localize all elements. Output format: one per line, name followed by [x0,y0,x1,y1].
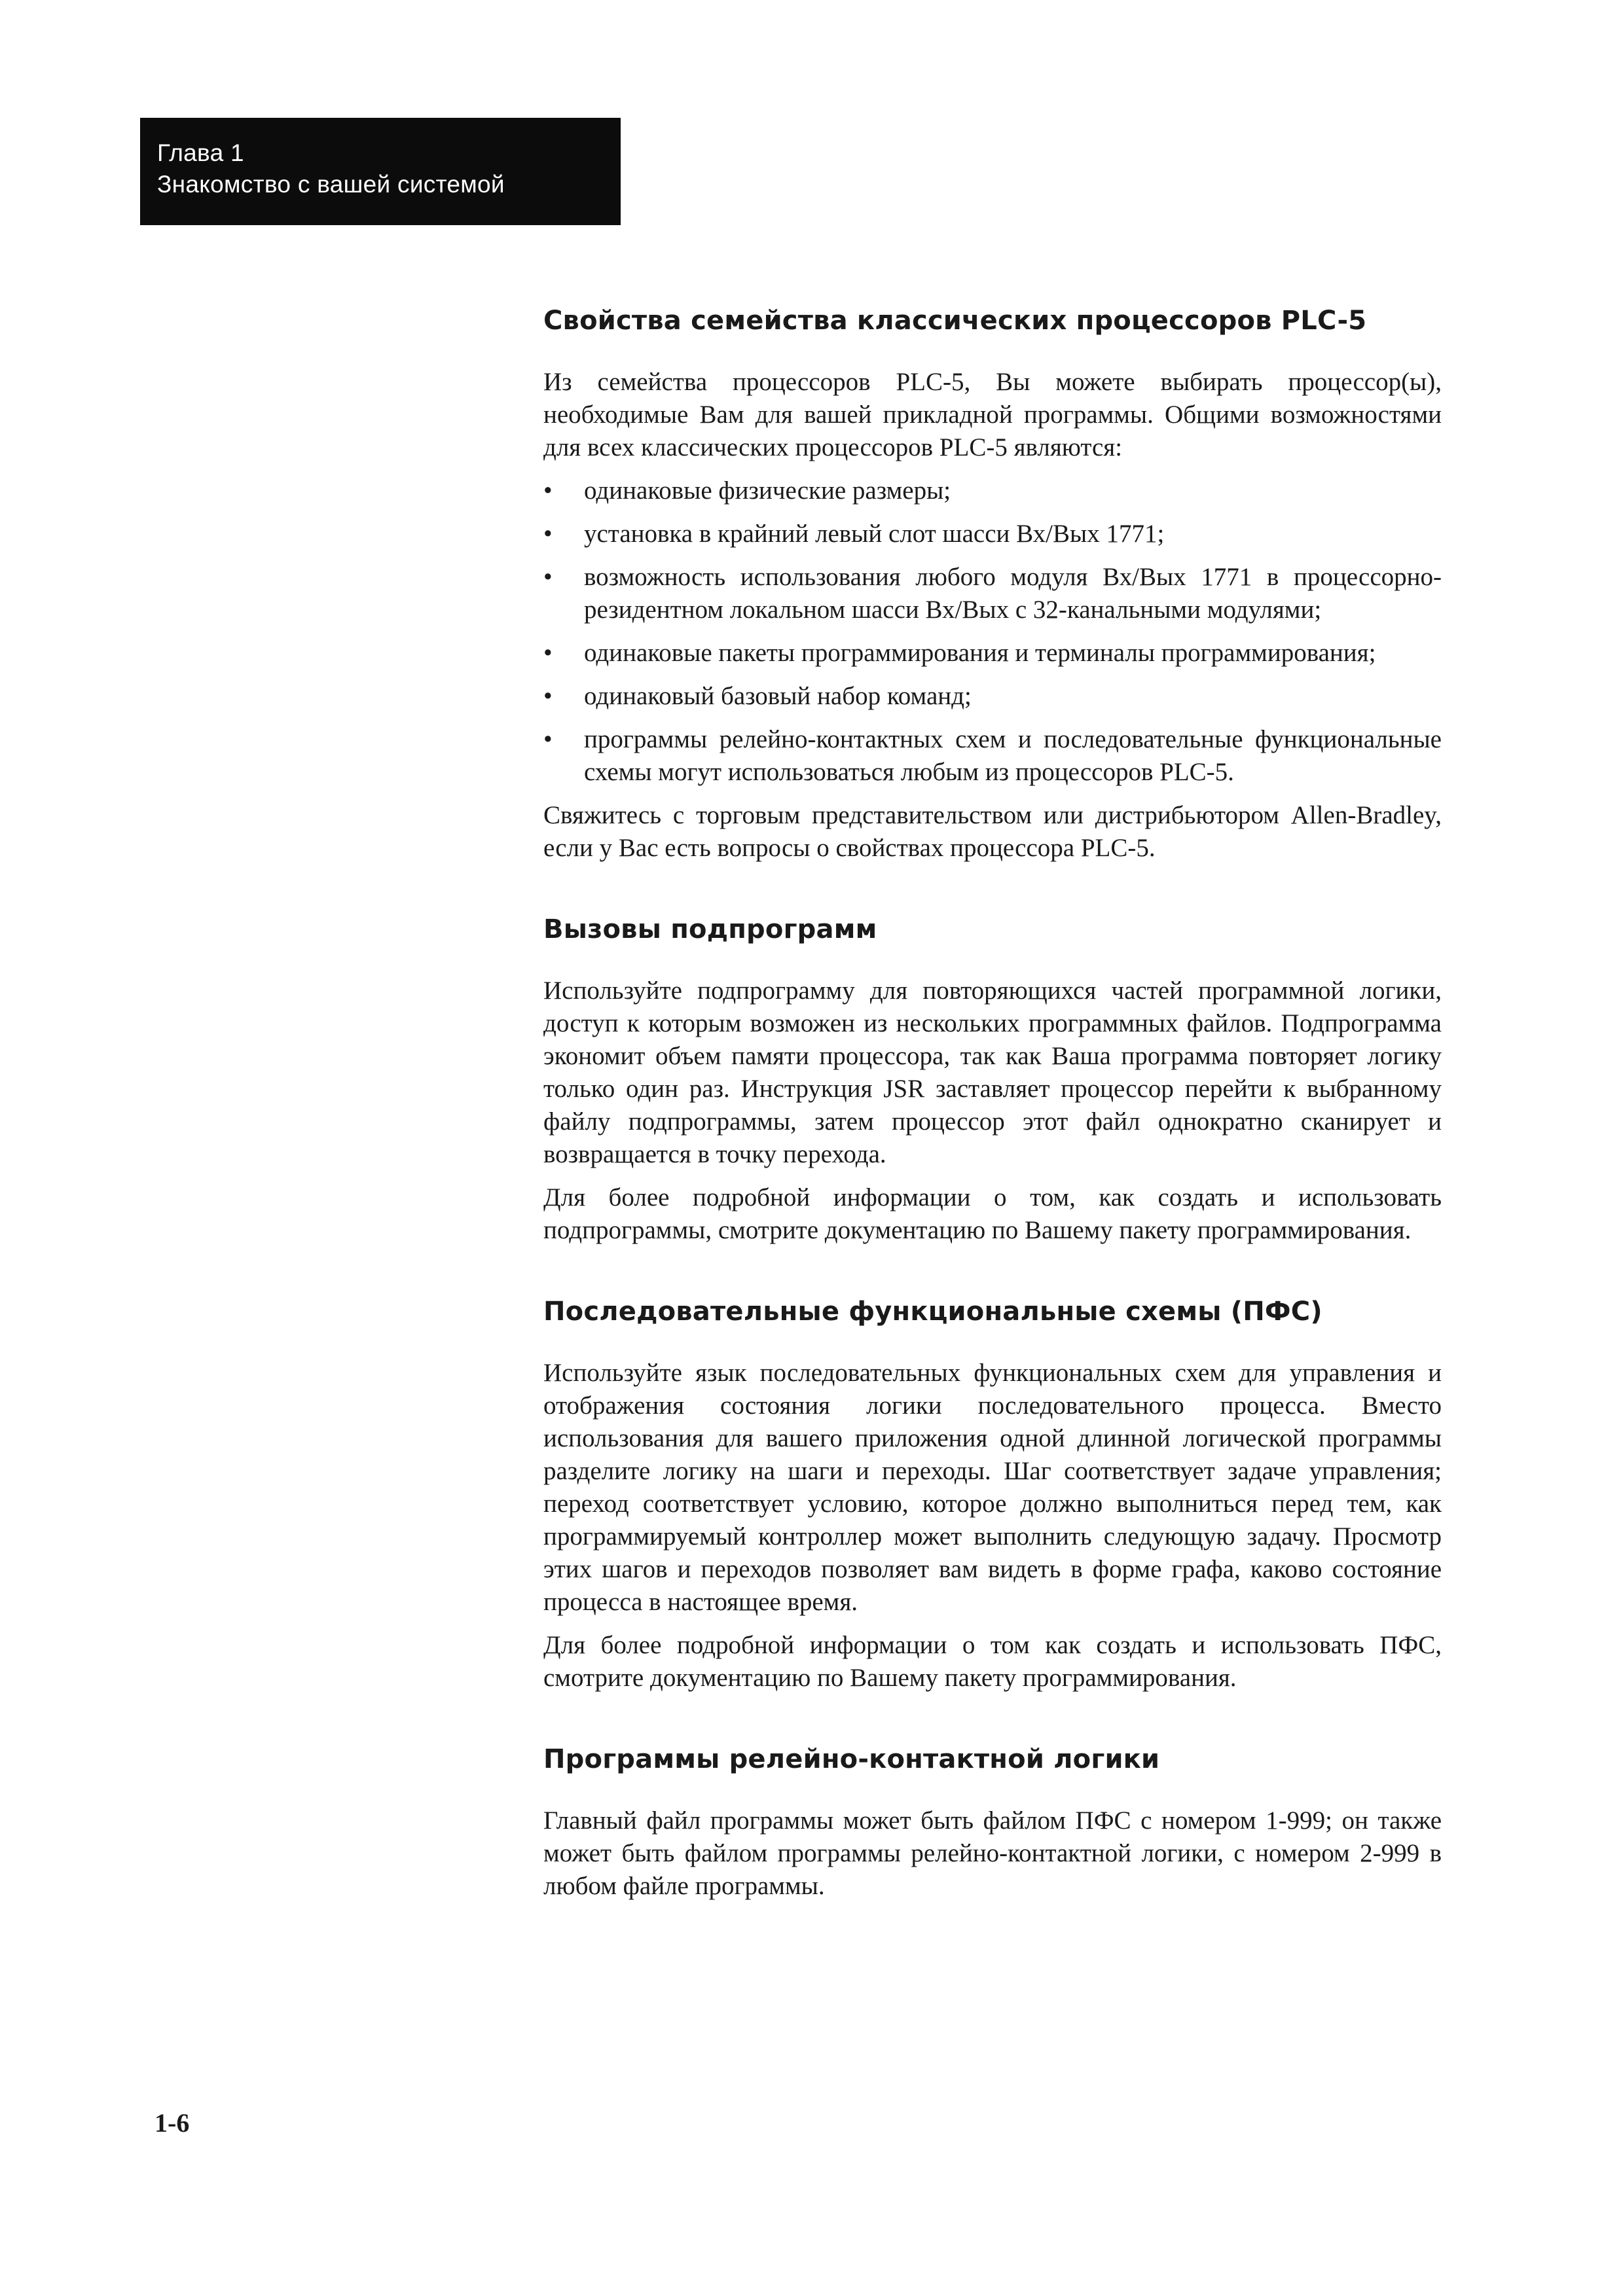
chapter-label: Глава 1 [157,139,244,166]
bullet-icon: • [543,725,553,753]
bullet-icon: • [543,563,553,591]
chapter-header [140,118,621,225]
paragraph: Главный файл программы может быть файлом ПФС с номером 1-999; он также может быть файлом программы релейно-контактной логики, с номером 2-999 в любом файле программы. [543,1806,1442,1900]
list-item: • одинаковые физические размеры; [543,475,1442,507]
bullet-icon: • [543,520,553,548]
section-heading: Программы релейно-контактной логики [543,1744,1160,1774]
section-heading: Свойства семейства классических процессоров PLC-5 [543,306,1367,336]
page-number: 1-6 [155,2108,190,2138]
list-item: • одинаковые пакеты программирования и терминалы программирования; [543,637,1442,670]
bullet-icon: • [543,682,553,710]
bullet-icon: • [543,476,553,505]
section-plc5-features [543,304,1442,865]
section-ladder-logic [543,1743,1442,1903]
section-heading: Вызовы подпрограмм [543,914,877,944]
paragraph: Для более подробной информации о том как создать и использовать ПФС, смотрите документацию по Вашему пакету программирования. [543,1631,1442,1692]
list-item: • программы релейно-контактных схем и последовательные функциональные схемы могут использоваться любым из процессоров PLC-5. [543,723,1442,789]
main-content [543,304,1442,1913]
chapter-title: Знакомство с вашей системой [157,171,505,198]
list-item: • установка в крайний левый слот шасси Вх/Вых 1771; [543,518,1442,550]
list-item: • одинаковый базовый набор команд; [543,680,1442,713]
section-outro: Свяжитесь с торговым представительством или дистрибьютором Allen-Bradley, если у Вас есть вопросы о свойствах процессора PLC-5. [543,801,1442,862]
section-intro: Из семейства процессоров PLC-5, Вы можете выбирать процессор(ы), необходимые Вам для вашей прикладной программы. Общими возможностями для всех классических процессоров PLC-5 являются: [543,368,1442,461]
section-sfc [543,1295,1442,1695]
list-item: • возможность использования любого модуля Вх/Вых 1771 в процессорно-резидентном локальном шасси Вх/Вых с 32-канальными модулями; [543,561,1442,626]
bullet-icon: • [543,639,553,667]
paragraph: Используйте язык последовательных функциональных схем для управления и отображения состояния логики последовательного процесса. Вместо использования для вашего приложения одной длинной логической программы разделите логику на шаги и переходы. Шаг соответствует задаче управления; переход соответствует условию, которое должно выполниться перед тем, как программируемый контроллер может выполнить следующую задачу. Просмотр этих шагов и переходов позволяет вам видеть в форме графа, каково состояние процесса в настоящее время. [543,1359,1442,1616]
section-subroutines [543,913,1442,1247]
paragraph: Для более подробной информации о том, как создать и использовать подпрограммы, смотрите документацию по Вашему пакету программирования. [543,1183,1442,1244]
section-heading: Последовательные функциональные схемы (ПФС) [543,1297,1322,1327]
paragraph: Используйте подпрограмму для повторяющихся частей программной логики, доступ к которым возможен из нескольких программных файлов. Подпрограмма экономит объем памяти процессора, так как Ваша программа повторяет логику только один раз. Инструкция JSR заставляет процессор перейти к выбранному файлу подпрограммы, затем процессор этот файл однократно сканирует и возвращается в точку перехода. [543,977,1442,1168]
feature-list [543,475,1442,789]
